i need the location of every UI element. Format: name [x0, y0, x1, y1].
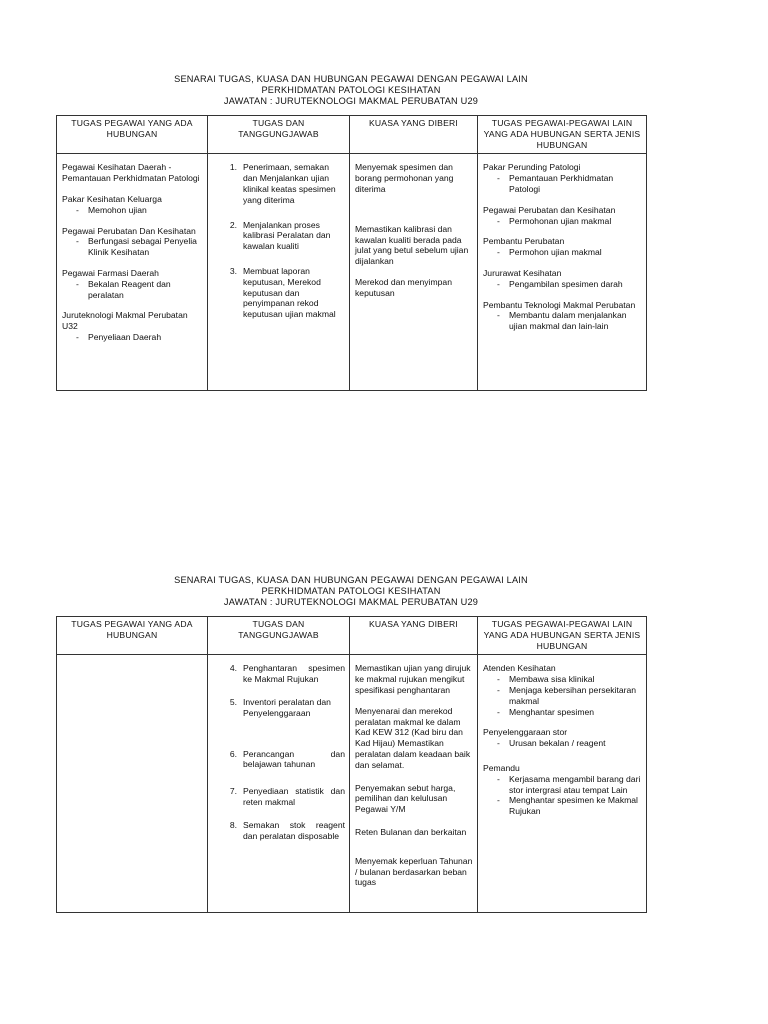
header-related-officers: TUGAS PEGAWAI YANG ADA HUBUNGAN	[57, 617, 208, 655]
duty-text: Menjalankan proses kalibrasi Peralatan dan kawalan kualiti	[243, 219, 331, 252]
related-officers-cell	[57, 154, 208, 391]
duty-number: 6.	[229, 748, 237, 759]
officer-title: Jururawat Kesihatan	[483, 267, 562, 278]
duty-text: Perancangan dan belajawan tahunan	[243, 748, 345, 770]
duties-cell	[208, 655, 350, 913]
duty-item	[213, 697, 345, 719]
authority-cell	[350, 655, 478, 913]
heading-service: PERKHIDMATAN PATOLOGI KESIHATAN	[261, 586, 441, 596]
list-item: - Permohonan ujian makmal	[483, 216, 642, 227]
officer-title: Pembantu Teknologi Makmal Perubatan	[483, 299, 636, 310]
officer-group	[483, 763, 642, 817]
duties-table-2	[56, 616, 647, 913]
header-authority: KUASA YANG DIBERI	[350, 116, 478, 154]
officer-title: Penyelenggaraan stor	[483, 727, 568, 738]
authority-text: Memastikan kalibrasi dan kawalan kualiti berada pada julat yang betul sebelum ujian dijalankan	[355, 223, 469, 267]
officer-title: Pegawai Perubatan dan Kesihatan	[483, 204, 616, 215]
officer-group	[62, 268, 203, 300]
table-header-row	[57, 116, 647, 154]
duty-text: Penghantaran spesimen ke Makmal Rujukan	[243, 663, 345, 685]
list-item: - Penyeliaan Daerah	[62, 332, 203, 343]
duties-cell	[208, 154, 350, 391]
duty-text: Penerimaan, semakan dan Menjalankan ujian klinikal keatas spesimen yang diterima	[243, 162, 336, 205]
authority-text: Menyenarai dan merekod peralatan makmal ke dalam Kad KEW 312 (Kad biru dan Kad Hijau) Memastikan peralatan dalam keadaan baik dan selamat.	[355, 705, 471, 770]
officer-group	[62, 162, 203, 184]
list-item: - Bekalan Reagent dan peralatan	[62, 279, 203, 301]
header-authority: KUASA YANG DIBERI	[350, 617, 478, 655]
officer-group	[483, 205, 642, 227]
officer-group	[483, 727, 642, 749]
list-item: - Membantu dalam menjalankan ujian makmal dan lain-lain	[483, 310, 642, 332]
list-item: - Pemantauan Perkhidmatan Patologi	[483, 173, 642, 195]
list-item: - Berfungasi sebagai Penyelia Klinik Kesihatan	[62, 236, 203, 258]
officer-title: Pemandu	[483, 762, 520, 773]
authority-text: Menyemak spesimen dan borang permohonan yang diterima	[355, 162, 454, 194]
duties-table-1	[56, 115, 647, 391]
heading-title: SENARAI TUGAS, KUASA DAN HUBUNGAN PEGAWAI DENGAN PEGAWAI LAIN	[174, 74, 528, 84]
header-duties: TUGAS DAN TANGGUNGJAWAB	[208, 617, 350, 655]
list-item: - Menghantar spesimen ke Makmal Rujukan	[483, 795, 642, 817]
officer-group	[483, 663, 642, 717]
related-officers-cell	[57, 655, 208, 913]
heading-title: SENARAI TUGAS, KUASA DAN HUBUNGAN PEGAWAI DENGAN PEGAWAI LAIN	[174, 575, 528, 585]
list-item: - Permohon ujian makmal	[483, 247, 642, 258]
officer-group	[62, 194, 203, 216]
other-officers-cell	[478, 154, 647, 391]
officer-title: Pakar Perunding Patologi	[483, 162, 581, 173]
duty-item	[213, 663, 345, 685]
authority-text: Merekod dan menyimpan keputusan	[355, 276, 452, 298]
header-other-officers: TUGAS PEGAWAI-PEGAWAI LAIN YANG ADA HUBUNGAN SERTA JENIS HUBUNGAN	[478, 116, 647, 154]
officer-group	[62, 310, 203, 342]
officer-group	[483, 300, 642, 332]
duty-item	[213, 266, 345, 320]
authority-text: Menyemak keperluan Tahunan / bulanan berdasarkan beban tugas	[355, 855, 473, 888]
officer-title: Atenden Kesihatan	[483, 663, 556, 674]
officer-title: Juruteknologi Makmal Perubatan U32	[62, 310, 188, 332]
list-item: - Pengambilan spesimen darah	[483, 279, 642, 290]
list-item: - Kerjasama mengambil barang dari stor intergrasi atau tempat Lain	[483, 774, 642, 796]
document-section-1	[56, 74, 646, 391]
duty-number: 4.	[229, 663, 237, 674]
officer-group	[483, 162, 642, 194]
officer-group	[483, 268, 642, 290]
header-duties: TUGAS DAN TANGGUNGJAWAB	[208, 116, 350, 154]
duty-number: 3.	[229, 265, 237, 276]
duty-text: Inventori peralatan dan Penyelenggaraan	[243, 696, 331, 718]
duty-item	[213, 820, 345, 842]
authority-text: Reten Bulanan dan berkaitan	[355, 826, 467, 837]
officer-group	[62, 226, 203, 258]
duty-item	[213, 162, 345, 205]
other-officers-cell	[478, 655, 647, 913]
section-1-heading	[56, 74, 646, 107]
officer-title: Pegawai Kesihatan Daerah -Pemantauan Perkhidmatan Patologi	[62, 162, 200, 184]
list-item: - Urusan bekalan / reagent	[483, 738, 642, 749]
list-item: - Memohon ujian	[62, 205, 203, 216]
officer-title: Pegawai Perubatan Dan Kesihatan	[62, 225, 196, 236]
officer-title: Pakar Kesihatan Keluarga	[62, 193, 162, 204]
heading-position: JAWATAN : JURUTEKNOLOGI MAKMAL PERUBATAN U29	[223, 597, 479, 607]
duty-number: 5.	[229, 696, 237, 707]
authority-text: Penyemakan sebut harga, pemilihan dan kelulusan Pegawai Y/M	[355, 782, 456, 815]
authority-text: Memastikan ujian yang dirujuk ke makmal rujukan mengikut spesifikasi penghantaran	[355, 663, 471, 695]
list-item: - Menghantar spesimen	[483, 707, 642, 718]
table-header-row	[57, 617, 647, 655]
officer-title: Pembantu Perubatan	[483, 236, 565, 247]
officer-group	[483, 236, 642, 258]
officer-title: Pegawai Farmasi Daerah	[62, 267, 159, 278]
table-row	[57, 154, 647, 391]
duty-number: 8.	[229, 819, 237, 830]
authority-cell	[350, 154, 478, 391]
section-2-heading	[56, 575, 646, 608]
duty-number: 1.	[229, 162, 237, 173]
duty-item	[213, 749, 345, 771]
duty-text: Penyediaan statistik dan reten makmal	[243, 786, 345, 807]
heading-service: PERKHIDMATAN PATOLOGI KESIHATAN	[261, 85, 441, 95]
header-related-officers: TUGAS PEGAWAI YANG ADA HUBUNGAN	[57, 116, 208, 154]
duty-number: 2.	[229, 219, 237, 230]
duty-item	[213, 220, 345, 252]
duty-item	[213, 786, 345, 808]
heading-position: JAWATAN : JURUTEKNOLOGI MAKMAL PERUBATAN U29	[223, 96, 479, 106]
list-item: - Membawa sisa klinikal	[483, 674, 642, 685]
duty-text: Semakan stok reagent dan peralatan disposable	[243, 819, 345, 841]
document-section-2	[56, 575, 646, 913]
header-other-officers: TUGAS PEGAWAI-PEGAWAI LAIN YANG ADA HUBUNGAN SERTA JENIS HUBUNGAN	[478, 617, 647, 655]
table-row	[57, 655, 647, 913]
list-item: - Menjaga kebersihan persekitaran makmal	[483, 685, 642, 707]
duty-number: 7.	[229, 786, 237, 797]
duty-text: Membuat laporan keputusan, Merekod keputusan dan penyimpanan rekod keputusan ujian makmal	[243, 265, 336, 320]
